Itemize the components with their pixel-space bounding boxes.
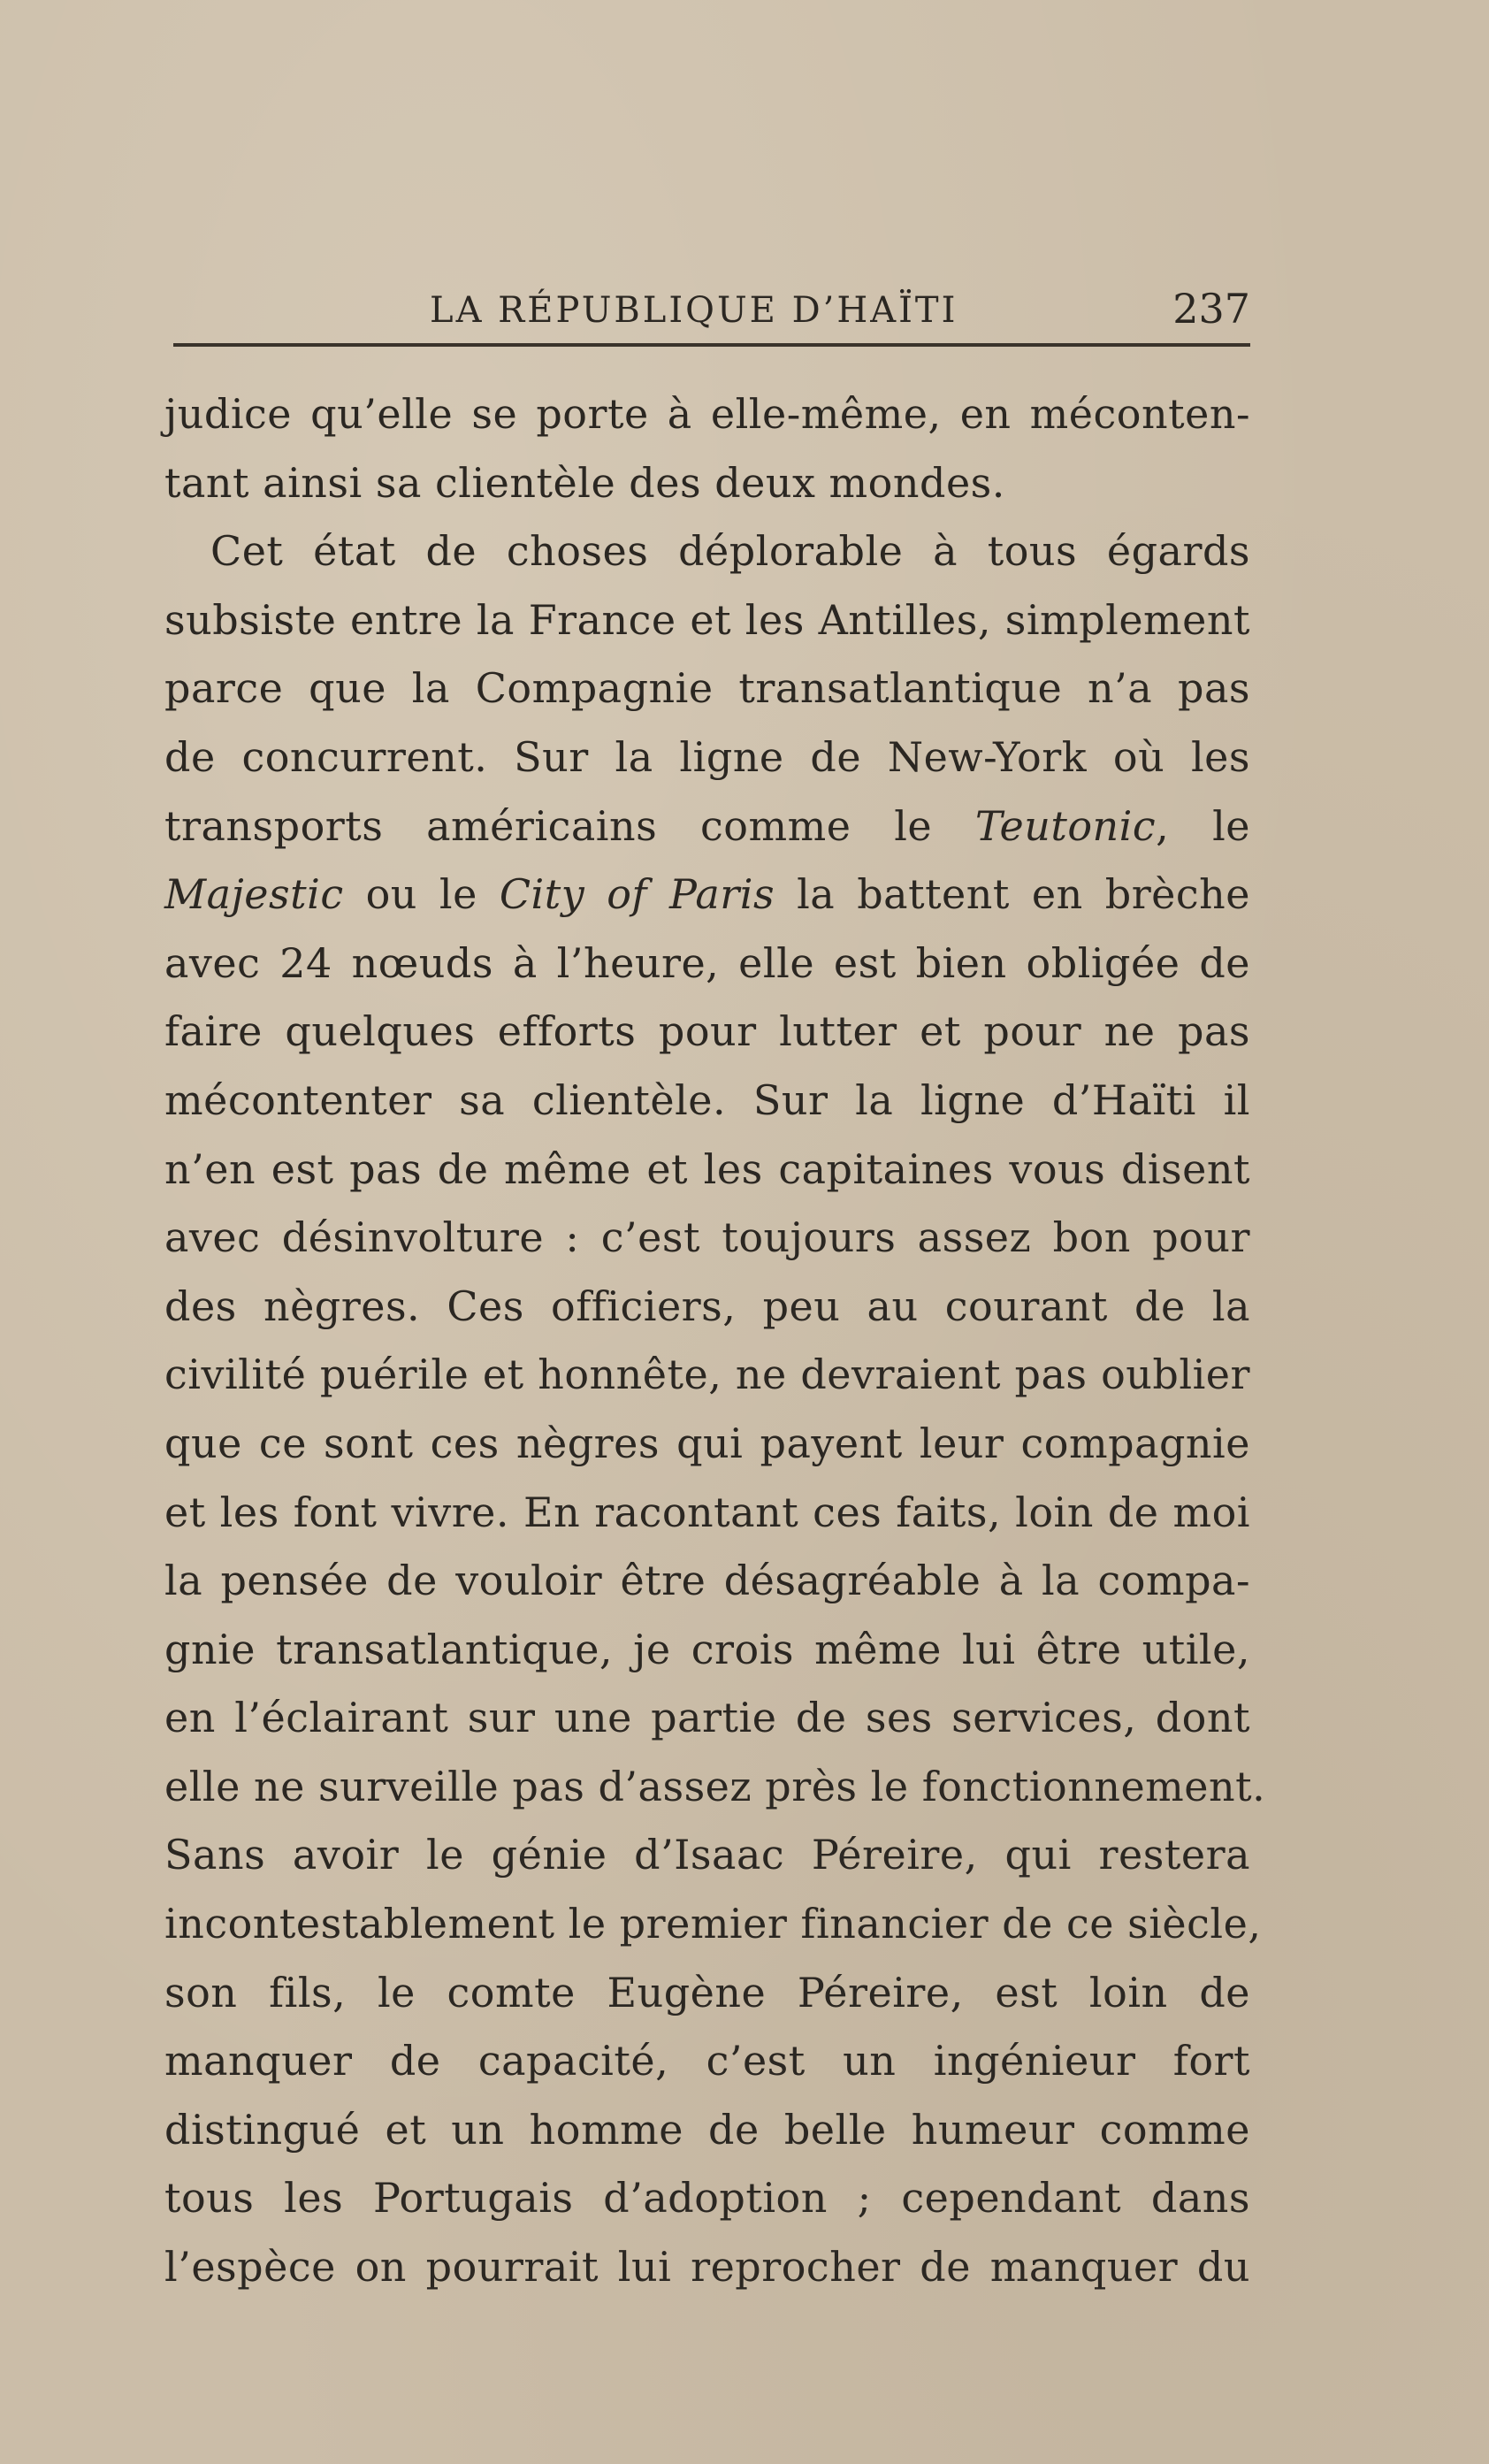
text-line: tous les Portugais d’adoption ; cependant dans bbox=[164, 2174, 1250, 2223]
text-line: Cet état de choses déplorable à tous égards bbox=[210, 527, 1250, 576]
body-text bbox=[164, 380, 1266, 2302]
text-line: elle ne surveille pas d’assez près le fonctionnement. bbox=[164, 1762, 1266, 1810]
text-line: l’espèce on pourrait lui reprocher de manquer du bbox=[164, 2243, 1250, 2292]
text-line: avec désinvolture : c’est toujours assez bon pour bbox=[164, 1213, 1250, 1262]
text-line: de concurrent. Sur la ligne de New-York où les bbox=[164, 732, 1250, 781]
text-line: tant ainsi sa clientèle des deux mondes. bbox=[164, 458, 1005, 507]
text-line: n’en est pas de même et les capitaines vous disent bbox=[164, 1144, 1250, 1193]
text-line: judice qu’elle se porte à elle-même, en méconten- bbox=[164, 390, 1250, 438]
text-line: manquer de capacité, c’est un ingénieur fort bbox=[164, 2037, 1250, 2085]
text-line: son fils, le comte Eugène Péreire, est loin de bbox=[164, 1968, 1250, 2016]
page-number: 237 bbox=[1172, 285, 1250, 333]
text-line: Sans avoir le génie d’Isaac Péreire, qui restera bbox=[164, 1831, 1250, 1879]
text-line: mécontenter sa clientèle. Sur la ligne d’Haïti il bbox=[164, 1075, 1250, 1124]
text-line: transports américains comme le Teutonic, le bbox=[164, 801, 1251, 850]
text-line: des nègres. Ces officiers, peu au courant de la bbox=[164, 1282, 1250, 1330]
text-line: incontestablement le premier financier de ce siècle, bbox=[164, 1900, 1262, 1948]
running-head bbox=[173, 285, 1250, 341]
running-title: LA RÉPUBLIQUE D’HAÏTI bbox=[430, 290, 958, 331]
text-line: Majestic ou le City of Paris la battent en brèche bbox=[164, 870, 1251, 919]
text-line: avec 24 nœuds à l’heure, elle est bien obligée de bbox=[164, 938, 1250, 987]
text-line: subsiste entre la France et les Antilles, simplement bbox=[164, 595, 1250, 644]
text-line: la pensée de vouloir être désagréable à la compa- bbox=[164, 1557, 1250, 1605]
header-rule bbox=[173, 343, 1250, 347]
text-line: faire quelques efforts pour lutter et pour ne pas bbox=[164, 1007, 1250, 1056]
text-line: distingué et un homme de belle humeur comme bbox=[164, 2105, 1250, 2154]
text-line: parce que la Compagnie transatlantique n’a pas bbox=[164, 664, 1250, 713]
text-line: civilité puérile et honnête, ne devraient pas oublier bbox=[164, 1351, 1250, 1399]
text-line: en l’éclairant sur une partie de ses services, dont bbox=[164, 1694, 1250, 1742]
text-line: que ce sont ces nègres qui payent leur compagnie bbox=[164, 1419, 1250, 1467]
text-line: gnie transatlantique, je crois même lui être utile, bbox=[164, 1625, 1250, 1673]
text-line: et les font vivre. En racontant ces faits, loin de moi bbox=[164, 1488, 1250, 1536]
